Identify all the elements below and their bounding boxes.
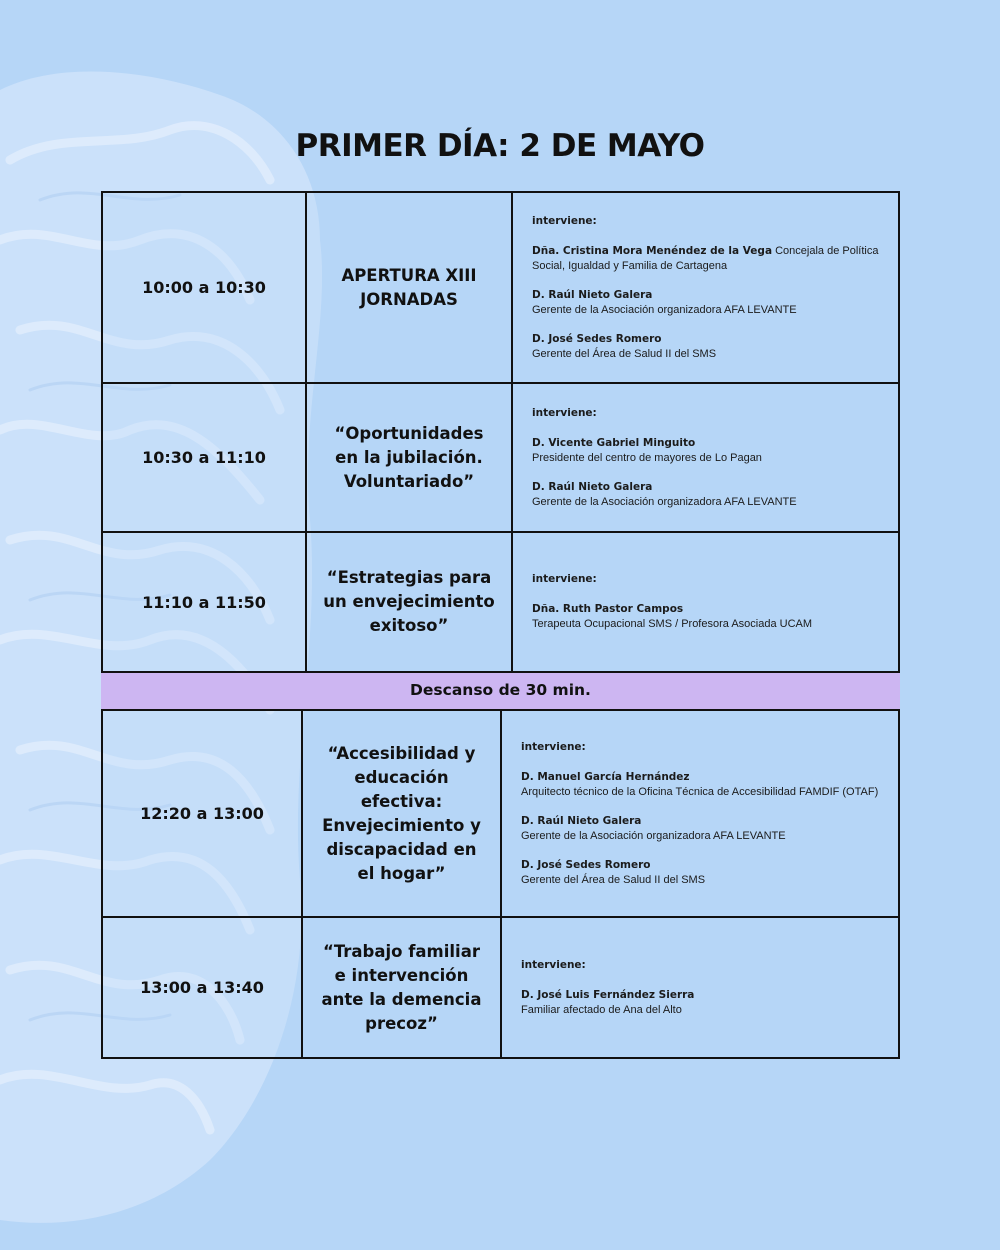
session-topic: “Estrategias para un envejecimiento exitoso” — [306, 532, 512, 672]
speaker-name: D. José Luis Fernández Sierra — [521, 988, 695, 1001]
session-topic: “Oportunidades en la jubilación. Voluntariado” — [306, 383, 512, 532]
speaker-role: Gerente del Área de Salud II del SMS — [521, 873, 706, 886]
speaker-name: Dña. Ruth Pastor Campos — [532, 603, 684, 615]
session-speakers — [512, 383, 899, 532]
session-time: 13:00 a 13:40 — [102, 917, 302, 1058]
speaker-name: D. Raúl Nieto Galera — [532, 288, 653, 301]
speaker-role: Familiar afectado de Ana del Alto — [521, 1003, 682, 1016]
speaker — [532, 436, 884, 466]
session-topic: “Trabajo familiar e intervención ante la demencia precoz” — [302, 917, 501, 1058]
table-row — [102, 383, 899, 532]
speaker — [521, 988, 884, 1018]
speaker-name: D. Manuel García Hernández — [521, 770, 690, 783]
speaker — [521, 770, 884, 800]
speaker — [532, 602, 884, 632]
speaker — [532, 480, 884, 510]
session-time: 11:10 a 11:50 — [102, 532, 306, 672]
speaker-role: Gerente del Área de Salud II del SMS — [532, 347, 717, 360]
speaker — [521, 858, 884, 888]
break-band: Descanso de 30 min. — [101, 673, 900, 709]
session-time: 10:30 a 11:10 — [102, 383, 306, 532]
page-title: PRIMER DÍA: 2 DE MAYO — [295, 128, 705, 164]
speaker-name: D. Vicente Gabriel Minguito — [532, 436, 696, 449]
speaker — [532, 288, 884, 318]
speaker-role: Gerente de la Asociación organizadora AFA LEVANTE — [532, 303, 797, 316]
speaker — [532, 332, 884, 362]
speaker — [521, 814, 884, 844]
intervenes-label: interviene: — [532, 573, 597, 585]
table-row — [102, 917, 899, 1058]
session-topic: APERTURA XIII JORNADAS — [306, 192, 512, 383]
table-row — [102, 710, 899, 917]
speaker-name: D. Raúl Nieto Galera — [521, 814, 642, 827]
session-speakers — [512, 192, 899, 383]
speaker-role: Concejala de Política Social, Igualdad y Familia de Cartagena — [532, 244, 879, 272]
session-speakers — [501, 710, 899, 917]
speaker-role: Presidente del centro de mayores de Lo Pagan — [532, 451, 762, 464]
speaker-role: Gerente de la Asociación organizadora AFA LEVANTE — [532, 495, 797, 508]
speaker-name: D. José Sedes Romero — [532, 332, 662, 345]
intervenes-label: interviene: — [521, 740, 586, 753]
table-row — [102, 532, 899, 672]
schedule-table-morning — [101, 191, 900, 673]
session-speakers — [512, 532, 899, 672]
speaker-name: D. José Sedes Romero — [521, 858, 651, 871]
schedule-table-afternoon — [101, 709, 900, 1059]
session-time: 10:00 a 10:30 — [102, 192, 306, 383]
intervenes-label: interviene: — [521, 958, 586, 971]
speaker-role: Gerente de la Asociación organizadora AFA LEVANTE — [521, 829, 786, 842]
speaker — [532, 244, 884, 274]
intervenes-label: interviene: — [532, 406, 597, 419]
speaker-name: Dña. Cristina Mora Menéndez de la Vega — [532, 244, 773, 257]
speaker-role: Arquitecto técnico de la Oficina Técnica de Accesibilidad FAMDIF (OTAF) — [521, 785, 879, 798]
speaker-role: Terapeuta Ocupacional SMS / Profesora Asociada UCAM — [532, 618, 813, 630]
intervenes-label: interviene: — [532, 214, 597, 227]
speaker-name: D. Raúl Nieto Galera — [532, 480, 653, 493]
session-speakers — [501, 917, 899, 1058]
session-topic: “Accesibilidad y educación efectiva: Envejecimiento y discapacidad en el hogar” — [302, 710, 501, 917]
session-time: 12:20 a 13:00 — [102, 710, 302, 917]
table-row — [102, 192, 899, 383]
